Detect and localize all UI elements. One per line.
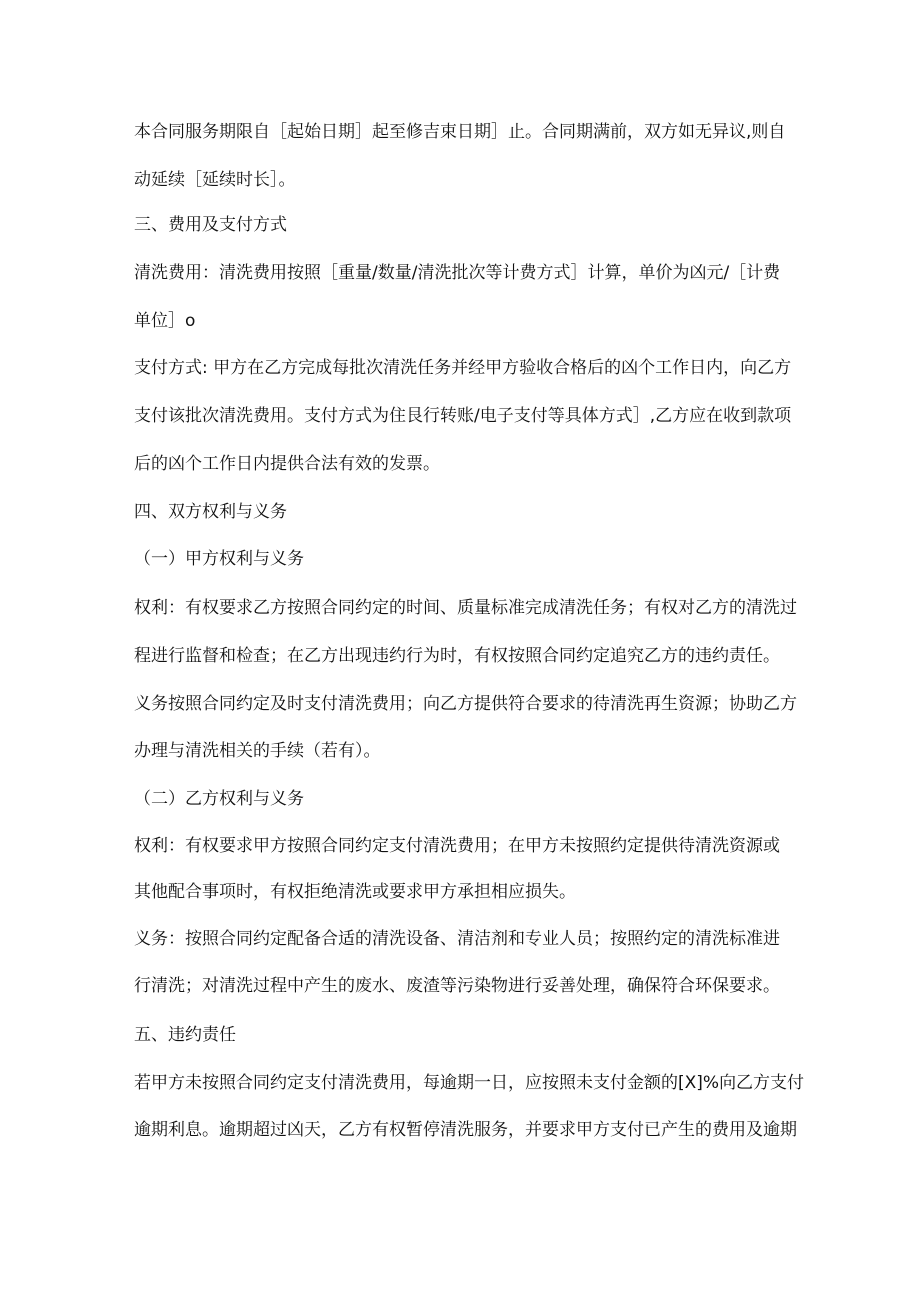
text-line: 权利：有权要求乙方按照合同约定的时间、质量标准完成清洗任务；有权对乙方的清洗过	[134, 598, 797, 618]
text-line: 若甲方未按照合同约定支付清洗费用，每逾期一日，应按照未支付金额的[X]%向乙方支付	[134, 1073, 805, 1093]
text-line: 程进行监督和检查；在乙方出现违约行为时，有权按照合同约定追究乙方的违约责任。	[134, 646, 780, 666]
text-line: 单位］o	[134, 311, 196, 331]
subsection-heading: （二）乙方权利与义务	[134, 789, 304, 809]
text-line: 本合同服务期限自［起始日期］起至修吉束日期］止。合同期满前，双方如无异议,则自	[134, 122, 786, 142]
section-heading: 四、双方权利与义务	[134, 502, 287, 522]
subsection-heading: （一）甲方权利与义务	[134, 549, 304, 569]
text-line: 其他配合事项时，有权拒绝清洗或要求甲方承担相应损失。	[134, 882, 576, 902]
text-line: 支付该批次清洗费用。支付方式为住艮行转账/电子支付等具体方式］,乙方应在收到款项	[134, 406, 792, 426]
text-line: 权利：有权要求甲方按照合同约定支付清洗费用；在甲方未按照约定提供待清洗资源或	[134, 836, 780, 856]
text-line: 清洗费用：清洗费用按照［重量/数量/清洗批次等计费方式］计算，单价为凶元/［计费	[134, 263, 781, 283]
text-line: 办理与清洗相关的手续（若有）。	[134, 741, 381, 761]
text-line: 后的凶个工作日内提供合法有效的发票。	[134, 454, 440, 474]
text-line: 行清洗；对清洗过程中产生的废水、废渣等污染物进行妥善处理，确保符合环保要求。	[134, 976, 780, 996]
text-line: 支付方式: 甲方在乙方完成每批次清洗任务并经甲方验收合格后的凶个工作日内，向乙方	[134, 358, 792, 378]
text-line: 逾期利息。逾期超过凶天，乙方有权暂停清洗服务，并要求甲方支付已产生的费用及逾期	[134, 1120, 797, 1140]
text-line: 动延续［延续时长］。	[134, 170, 296, 190]
text-line: 义务按照合同约定及时支付清洗费用；向乙方提供符合要求的待清洗再生资源；协助乙方	[134, 694, 797, 714]
section-heading: 三、费用及支付方式	[134, 215, 287, 235]
section-heading: 五、违约责任	[134, 1025, 236, 1045]
text-line: 义务：按照合同约定配备合适的清洗设备、清洁剂和专业人员；按照约定的清洗标准进	[134, 929, 780, 949]
